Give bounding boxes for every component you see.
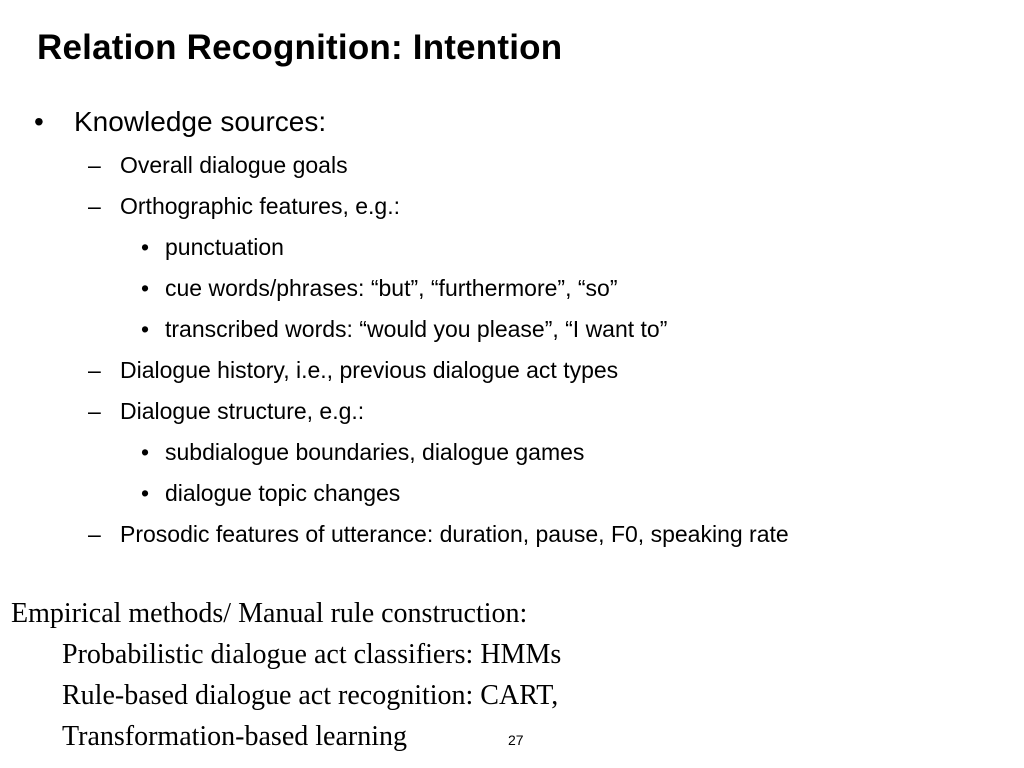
bullet-marker: • bbox=[141, 439, 150, 465]
methods-line: Rule-based dialogue act recognition: CART, bbox=[62, 680, 559, 711]
dash-marker: – bbox=[88, 357, 101, 383]
sub-sub-bullet-text: punctuation bbox=[165, 234, 284, 260]
sub-bullet-text: Prosodic features of utterance: duration, pause, F0, speaking rate bbox=[120, 521, 789, 547]
methods-line: Probabilistic dialogue act classifiers: HMMs bbox=[62, 639, 562, 670]
bullet-marker: • bbox=[141, 275, 150, 301]
sub-sub-bullet-text: dialogue topic changes bbox=[165, 480, 401, 506]
slide-title: Relation Recognition: Intention bbox=[37, 28, 563, 67]
sub-bullet-text: Overall dialogue goals bbox=[120, 152, 348, 178]
bullet-text: Knowledge sources: bbox=[74, 106, 327, 137]
dash-marker: – bbox=[88, 398, 101, 424]
dash-marker: – bbox=[88, 521, 101, 547]
sub-sub-bullet-text: transcribed words: “would you please”, “I want to” bbox=[165, 316, 668, 342]
sub-bullet-text: Dialogue structure, e.g.: bbox=[120, 398, 365, 424]
page-number: 27 bbox=[508, 732, 524, 748]
bullet-marker: • bbox=[141, 234, 150, 260]
dash-marker: – bbox=[88, 193, 101, 219]
sub-bullet-text: Dialogue history, i.e., previous dialogue act types bbox=[120, 357, 619, 383]
methods-line: Transformation-based learning bbox=[62, 721, 407, 752]
sub-sub-bullet-text: cue words/phrases: “but”, “furthermore”, “so” bbox=[165, 275, 618, 301]
sub-bullet-text: Orthographic features, e.g.: bbox=[120, 193, 400, 219]
methods-heading: Empirical methods/ Manual rule construction: bbox=[11, 598, 528, 629]
bullet-marker: • bbox=[34, 106, 44, 137]
bullet-marker: • bbox=[141, 316, 150, 342]
dash-marker: – bbox=[88, 152, 101, 178]
bullet-marker: • bbox=[141, 480, 150, 506]
sub-sub-bullet-text: subdialogue boundaries, dialogue games bbox=[165, 439, 585, 465]
